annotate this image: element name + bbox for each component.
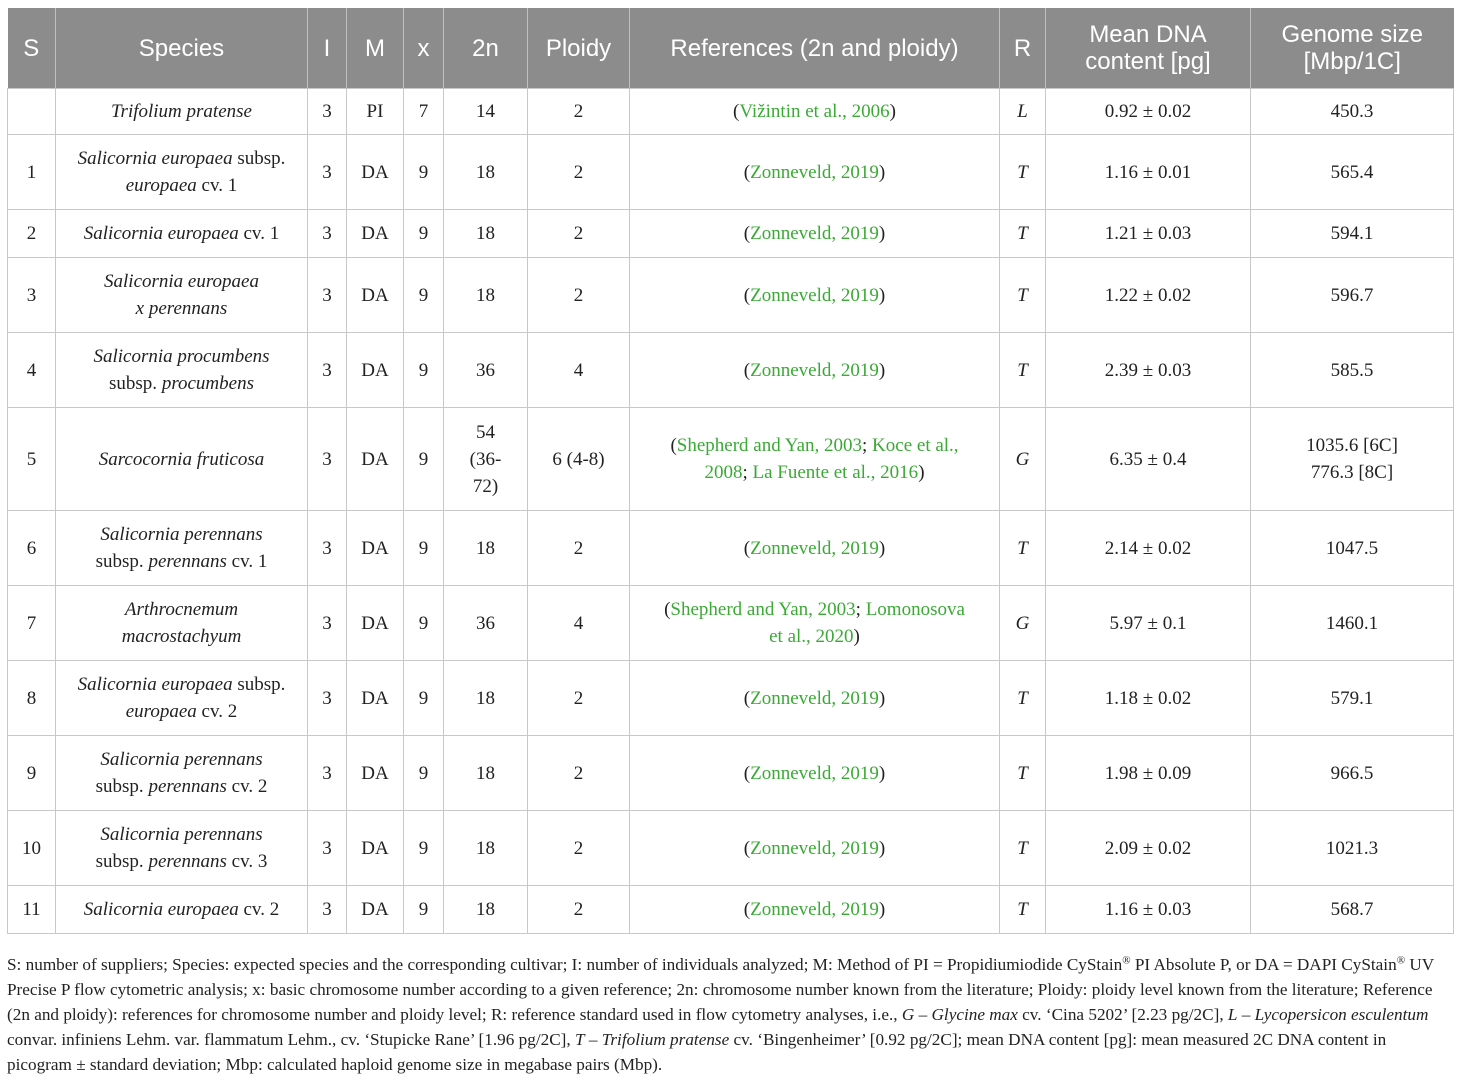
- cell-m: DA: [347, 333, 404, 408]
- species-cultivar: cv. 1: [238, 223, 280, 244]
- species-name: Salicornia europaea: [77, 674, 233, 695]
- cell-2n: 18: [444, 210, 528, 258]
- species-name: Salicornia europaea: [104, 271, 259, 292]
- cell-ploidy: 2: [528, 210, 630, 258]
- cell-r: T: [1000, 258, 1046, 333]
- footnote-standard-g: G: [901, 1005, 915, 1024]
- ref-paren: ): [878, 899, 886, 920]
- ref-paren: (: [743, 899, 751, 920]
- citation-link[interactable]: Zonneveld, 2019: [750, 537, 879, 559]
- species-cultivar: cv. 2: [238, 899, 280, 920]
- cell-dna: 1.21 ± 0.03: [1046, 210, 1251, 258]
- cell-m: DA: [347, 811, 404, 886]
- cell-ploidy: 6 (4-8): [528, 408, 630, 511]
- cell-s: 3: [8, 258, 56, 333]
- cell-s: 2: [8, 210, 56, 258]
- cell-i: 3: [308, 811, 347, 886]
- col-header-i: I: [308, 8, 347, 89]
- ref-paren: (: [743, 837, 751, 859]
- footnote-text: cv. ‘Bingenheimer’ [0.92 pg/2C]; mean DNA content [pg]: mean measured 2C DNA content in picogram ± standard deviation; Mbp: calculated haploid genome size in megabase pairs (Mbp).: [7, 1030, 1387, 1074]
- species-name: Salicornia perennans: [100, 524, 263, 545]
- ref-paren: ): [878, 537, 886, 559]
- cell-genome: 594.1: [1251, 210, 1454, 258]
- table-wrapper: [7, 8, 1453, 934]
- cell-2n: 18: [444, 258, 528, 333]
- cell-m: DA: [347, 408, 404, 511]
- cell-2n: 18: [444, 135, 528, 210]
- species-cultivar: cv. 3: [226, 851, 268, 872]
- col-header-m: M: [347, 8, 404, 89]
- cell-ploidy: 2: [528, 135, 630, 210]
- ref-paren: (: [733, 101, 740, 122]
- citation-link[interactable]: Zonneveld, 2019: [750, 762, 879, 784]
- cell-species: [56, 258, 308, 333]
- species-rank: subsp.: [95, 776, 149, 797]
- ref-paren: ): [878, 223, 886, 244]
- footnote-text: –: [584, 1030, 602, 1049]
- cell-2n: 18: [444, 736, 528, 811]
- cell-x: 9: [404, 661, 444, 736]
- genome-size-8c: 776.3 [8C]: [1310, 462, 1394, 483]
- cell-species: [56, 135, 308, 210]
- cell-genome: 966.5: [1251, 736, 1454, 811]
- cell-2n: 18: [444, 511, 528, 586]
- ref-paren: ): [878, 687, 886, 709]
- ref-paren: ): [918, 462, 925, 483]
- cell-r: T: [1000, 333, 1046, 408]
- citation-link[interactable]: Zonneveld, 2019: [750, 223, 879, 244]
- cell-ploidy: 2: [528, 89, 630, 135]
- col-header-r: R: [1000, 8, 1046, 89]
- ref-paren: (: [743, 223, 751, 244]
- cell-genome: 450.3: [1251, 89, 1454, 135]
- cell-references: [630, 210, 1000, 258]
- cell-i: 3: [308, 886, 347, 934]
- cell-s: 6: [8, 511, 56, 586]
- col-header-genome: Genome size [Mbp/1C]: [1251, 8, 1454, 89]
- cell-s: 5: [8, 408, 56, 511]
- species-rank: subsp.: [232, 148, 286, 169]
- cell-i: 3: [308, 511, 347, 586]
- cell-m: DA: [347, 511, 404, 586]
- species-name: Salicornia perennans: [100, 824, 263, 845]
- genome-size-table: [7, 8, 1454, 934]
- cell-r: T: [1000, 210, 1046, 258]
- citation-link[interactable]: Shepherd and Yan, 2003: [676, 435, 863, 456]
- cell-r: G: [1000, 408, 1046, 511]
- species-name: Salicornia europaea: [77, 148, 233, 169]
- cell-species: [56, 886, 308, 934]
- cell-s: 8: [8, 661, 56, 736]
- cell-x: 9: [404, 210, 444, 258]
- cell-ploidy: 2: [528, 661, 630, 736]
- cell-r: L: [1000, 89, 1046, 135]
- registered-mark: ®: [1396, 954, 1406, 967]
- table-row: [8, 736, 1454, 811]
- cell-genome: 1460.1: [1251, 586, 1454, 661]
- table-row: [8, 586, 1454, 661]
- species-rank: subsp.: [95, 551, 149, 572]
- cell-i: 3: [308, 661, 347, 736]
- cell-m: DA: [347, 210, 404, 258]
- species-cultivar: cv. 2: [226, 776, 268, 797]
- species-cultivar: cv. 1: [226, 551, 268, 572]
- footnote-species: Lycopersicon esculentum: [1254, 1005, 1429, 1024]
- cell-dna: 1.16 ± 0.01: [1046, 135, 1251, 210]
- table-footnote: [7, 952, 1453, 1077]
- cell-r: T: [1000, 511, 1046, 586]
- species-subname: europaea: [125, 701, 197, 722]
- cell-2n: 36: [444, 586, 528, 661]
- genome-size-6c: 1035.6 [6C]: [1306, 435, 1398, 456]
- species-rank: subsp.: [109, 373, 162, 394]
- registered-mark: ®: [1122, 954, 1131, 967]
- cell-i: 3: [308, 135, 347, 210]
- cell-x: 9: [404, 135, 444, 210]
- cell-x: 9: [404, 811, 444, 886]
- ref-paren: ): [878, 161, 886, 183]
- species-rank: subsp.: [232, 674, 286, 695]
- cell-genome: 565.4: [1251, 135, 1454, 210]
- cell-dna: 0.92 ± 0.02: [1046, 89, 1251, 135]
- cell-2n: [444, 408, 528, 511]
- species-name: Salicornia europaea: [83, 899, 239, 920]
- cell-dna: 1.22 ± 0.02: [1046, 258, 1251, 333]
- table-row: [8, 886, 1454, 934]
- cell-genome: 1047.5: [1251, 511, 1454, 586]
- cell-i: 3: [308, 408, 347, 511]
- species-name: Salicornia europaea: [83, 223, 239, 244]
- species-subname: perennans: [148, 551, 227, 572]
- footnote-standard-l: L: [1227, 1005, 1238, 1024]
- cell-s: 11: [8, 886, 56, 934]
- ref-paren: (: [743, 537, 751, 559]
- cell-r: T: [1000, 886, 1046, 934]
- footnote-text: UV Precise P flow cytometric analysis; x: basic chromosome number according to a given reference; 2n: chromosome number known from the literature; Ploidy: ploidy level known from the literature; Reference (2n and ploidy): references for chromosome number and ploidy level; R: reference standard used in flow cytometry analyses, i.e.,: [7, 955, 1434, 1024]
- cell-m: DA: [347, 661, 404, 736]
- col-header-references: References (2n and ploidy): [630, 8, 1000, 89]
- footnote-text: cv. ‘Cina 5202’ [2.23 pg/2C],: [1017, 1005, 1228, 1024]
- species-name: Arthrocnemum: [124, 599, 239, 620]
- species-name: Salicornia procumbens: [93, 346, 270, 367]
- species-subname: perennans: [148, 776, 227, 797]
- species-rank: subsp.: [95, 851, 149, 872]
- cell-x: 9: [404, 736, 444, 811]
- ref-paren: (: [743, 687, 751, 709]
- header-row: [8, 8, 1454, 89]
- cell-ploidy: 2: [528, 511, 630, 586]
- cell-s: 10: [8, 811, 56, 886]
- col-header-x: x: [404, 8, 444, 89]
- ref-paren: ): [878, 762, 886, 784]
- table-row: [8, 661, 1454, 736]
- table-row: [8, 135, 1454, 210]
- cell-i: 3: [308, 210, 347, 258]
- ref-paren: ): [889, 101, 896, 122]
- species-cultivar: cv. 2: [196, 701, 238, 722]
- cell-2n: 18: [444, 811, 528, 886]
- cell-m: PI: [347, 89, 404, 135]
- ref-paren: (: [743, 359, 751, 381]
- cell-r: T: [1000, 811, 1046, 886]
- citation-link[interactable]: Zonneveld, 2019: [750, 687, 879, 709]
- cell-species: [56, 210, 308, 258]
- cell-x: 9: [404, 258, 444, 333]
- cell-dna: 6.35 ± 0.4: [1046, 408, 1251, 511]
- ref-separator: ;: [855, 599, 866, 620]
- cell-2n: 18: [444, 661, 528, 736]
- citation-link[interactable]: Zonneveld, 2019: [750, 359, 879, 381]
- table-row: [8, 333, 1454, 408]
- col-header-s: S: [8, 8, 56, 89]
- ref-paren: ): [853, 626, 860, 647]
- footnote-text: –: [1237, 1005, 1255, 1024]
- col-header-species: Species: [56, 8, 308, 89]
- cell-references: [630, 886, 1000, 934]
- col-header-2n: 2n: [444, 8, 528, 89]
- cell-species: [56, 586, 308, 661]
- cell-references: [630, 736, 1000, 811]
- citation-link[interactable]: Shepherd and Yan, 2003: [670, 599, 856, 620]
- cell-s: 1: [8, 135, 56, 210]
- cell-i: 3: [308, 89, 347, 135]
- cell-m: DA: [347, 258, 404, 333]
- citation-link[interactable]: Zonneveld, 2019: [750, 837, 879, 859]
- cell-x: 9: [404, 408, 444, 511]
- footnote-species: Trifolium pratense: [601, 1030, 730, 1049]
- cell-i: 3: [308, 333, 347, 408]
- cell-species: [56, 511, 308, 586]
- cell-genome: [1251, 408, 1454, 511]
- cell-r: T: [1000, 661, 1046, 736]
- cell-i: 3: [308, 586, 347, 661]
- cell-i: 3: [308, 258, 347, 333]
- cell-ploidy: 2: [528, 886, 630, 934]
- cell-species: [56, 661, 308, 736]
- citation-link[interactable]: Koce et al.,: [872, 435, 959, 456]
- cell-references: [630, 811, 1000, 886]
- cell-r: T: [1000, 135, 1046, 210]
- cell-x: 9: [404, 511, 444, 586]
- table-row: [8, 811, 1454, 886]
- ref-paren: (: [743, 161, 751, 183]
- cell-2n: 36: [444, 333, 528, 408]
- cell-r: T: [1000, 736, 1046, 811]
- cell-x: 7: [404, 89, 444, 135]
- cell-x: 9: [404, 586, 444, 661]
- citation-link[interactable]: Zonneveld, 2019: [750, 284, 879, 306]
- cell-ploidy: 2: [528, 811, 630, 886]
- cell-genome: 568.7: [1251, 886, 1454, 934]
- footnote-text: PI Absolute P, or DA = DAPI CyStain: [1130, 955, 1397, 974]
- table-row: [8, 408, 1454, 511]
- ref-paren: (: [670, 435, 677, 456]
- footnote-species: Glycine max: [931, 1005, 1018, 1024]
- cell-2n: 18: [444, 886, 528, 934]
- cell-genome: 585.5: [1251, 333, 1454, 408]
- cell-s: 4: [8, 333, 56, 408]
- cell-x: 9: [404, 886, 444, 934]
- ref-separator: ;: [862, 435, 873, 456]
- cell-dna: 1.16 ± 0.03: [1046, 886, 1251, 934]
- cell-species: [56, 333, 308, 408]
- col-header-dna: Mean DNA content [pg]: [1046, 8, 1251, 89]
- footnote-text: –: [914, 1005, 932, 1024]
- table-row: [8, 210, 1454, 258]
- cell-species: Trifolium pratense: [56, 89, 308, 135]
- ref-separator: ;: [742, 462, 753, 483]
- cell-genome: 579.1: [1251, 661, 1454, 736]
- cell-references: [630, 511, 1000, 586]
- cell-genome: 596.7: [1251, 258, 1454, 333]
- citation-link[interactable]: Lomonosova: [865, 599, 965, 620]
- cell-references: [630, 258, 1000, 333]
- cell-dna: 1.98 ± 0.09: [1046, 736, 1251, 811]
- cell-references: [630, 89, 1000, 135]
- ref-paren: ): [878, 284, 886, 306]
- cell-m: DA: [347, 886, 404, 934]
- ref-paren: (: [743, 762, 751, 784]
- table-row: [8, 258, 1454, 333]
- cell-dna: 5.97 ± 0.1: [1046, 586, 1251, 661]
- chromosome-range: 72): [472, 475, 499, 497]
- cell-ploidy: 4: [528, 586, 630, 661]
- species-subname: perennans: [148, 851, 227, 872]
- cell-dna: 1.18 ± 0.02: [1046, 661, 1251, 736]
- cell-references: [630, 408, 1000, 511]
- footnote-standard-t: T: [575, 1030, 585, 1049]
- cell-m: DA: [347, 135, 404, 210]
- species-hybrid: x perennans: [135, 298, 228, 319]
- ref-paren: (: [743, 284, 751, 306]
- cell-s: 9: [8, 736, 56, 811]
- cell-i: 3: [308, 736, 347, 811]
- citation-link[interactable]: La Fuente et al., 2016: [752, 462, 919, 483]
- cell-references: [630, 661, 1000, 736]
- cell-references: [630, 586, 1000, 661]
- citation-link[interactable]: Zonneveld, 2019: [750, 899, 879, 920]
- table-row: [8, 511, 1454, 586]
- cell-species: [56, 811, 308, 886]
- ref-paren: ): [878, 359, 886, 381]
- cell-species: Sarcocornia fruticosa: [56, 408, 308, 511]
- species-cultivar: cv. 1: [196, 175, 238, 196]
- cell-ploidy: 4: [528, 333, 630, 408]
- footnote-text: S: number of suppliers; Species: expected species and the corresponding cultivar; I: number of individuals analyzed; M: Method of PI = Propidiumiodide CyStain: [7, 955, 1123, 974]
- citation-link[interactable]: Zonneveld, 2019: [750, 161, 879, 183]
- cell-2n: 14: [444, 89, 528, 135]
- cell-m: DA: [347, 586, 404, 661]
- citation-link[interactable]: 2008: [704, 462, 743, 483]
- species-subname: europaea: [125, 175, 197, 196]
- ref-paren: ): [878, 837, 886, 859]
- table-row: [8, 89, 1454, 135]
- cell-ploidy: 2: [528, 258, 630, 333]
- species-epithet: macrostachyum: [121, 626, 242, 647]
- citation-link[interactable]: Vižintin et al., 2006: [739, 101, 890, 122]
- species-subname: procumbens: [161, 373, 254, 394]
- cell-ploidy: 2: [528, 736, 630, 811]
- cell-r: G: [1000, 586, 1046, 661]
- footnote-text: convar. infiniens Lehm. var. flammatum Lehm., cv. ‘Stupicke Rane’ [1.96 pg/2C],: [7, 1030, 575, 1049]
- chromosome-number: 54: [476, 421, 495, 443]
- cell-dna: 2.09 ± 0.02: [1046, 811, 1251, 886]
- citation-link[interactable]: et al., 2020: [769, 626, 854, 647]
- species-name: Salicornia perennans: [100, 749, 263, 770]
- cell-s: 7: [8, 586, 56, 661]
- cell-species: [56, 736, 308, 811]
- cell-m: DA: [347, 736, 404, 811]
- cell-genome: 1021.3: [1251, 811, 1454, 886]
- col-header-ploidy: Ploidy: [528, 8, 630, 89]
- cell-references: [630, 333, 1000, 408]
- chromosome-range: (36-: [469, 448, 502, 470]
- cell-x: 9: [404, 333, 444, 408]
- cell-references: [630, 135, 1000, 210]
- cell-s: [8, 89, 56, 135]
- cell-dna: 2.39 ± 0.03: [1046, 333, 1251, 408]
- ref-paren: (: [664, 599, 671, 620]
- cell-dna: 2.14 ± 0.02: [1046, 511, 1251, 586]
